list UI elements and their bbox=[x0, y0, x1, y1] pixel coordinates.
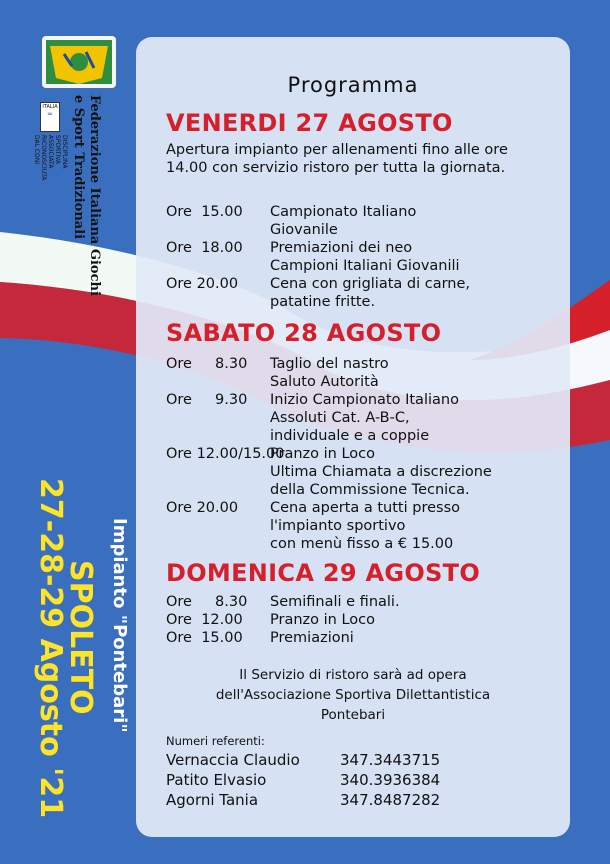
schedule-time: Ore 12.00 bbox=[166, 612, 243, 628]
referent-row bbox=[166, 750, 546, 770]
schedule-time: Ore 20.00 bbox=[166, 500, 239, 516]
schedule-row bbox=[166, 445, 546, 499]
referent-row bbox=[166, 790, 546, 810]
referent-name: Patito Elvasio bbox=[166, 771, 267, 789]
friday-schedule bbox=[166, 203, 546, 311]
schedule-desc: Cena aperta a tutti presso l'impianto sportivo con menù fisso a € 15.00 bbox=[270, 500, 461, 552]
schedule-row bbox=[166, 391, 546, 445]
schedule-time: Ore 8.30 bbox=[166, 594, 248, 610]
schedule-desc: Pranzo in Loco bbox=[270, 612, 375, 628]
program-title: Programma bbox=[287, 73, 419, 97]
schedule-row bbox=[166, 239, 546, 275]
venue-name: Impianto "Pontebari" bbox=[109, 518, 130, 733]
federation-recognition: DISCIPLINA SPORTIVA ASSOCIATA RICONOSCIUTA DAL CONI bbox=[33, 135, 68, 181]
federation-logo bbox=[42, 36, 116, 88]
city-name: SPOLETO bbox=[63, 560, 98, 715]
event-dates: 27-28-29 Agosto '21 bbox=[33, 478, 68, 819]
schedule-row bbox=[166, 593, 546, 611]
schedule-time: Ore 15.00 bbox=[166, 630, 243, 646]
federation-emblem-icon bbox=[42, 36, 116, 88]
schedule-desc: Inizio Campionato Italiano Assoluti Cat. A-B-C, individuale e a coppie bbox=[270, 392, 459, 444]
schedule-time: Ore 12.00/15.00 bbox=[166, 446, 285, 462]
schedule-desc: Taglio del nastro Saluto Autorità bbox=[270, 356, 389, 390]
sunday-schedule bbox=[166, 593, 546, 647]
referent-phone: 347.3443715 bbox=[340, 751, 441, 769]
coni-badge-label: ITALIA bbox=[42, 104, 58, 110]
schedule-row bbox=[166, 275, 546, 311]
schedule-time: Ore 15.00 bbox=[166, 204, 243, 220]
referent-phone: 340.3936384 bbox=[340, 771, 441, 789]
catering-note: Il Servizio di ristoro sarà ad opera dell'Associazione Sportiva Dilettantistica Pontebari bbox=[215, 667, 491, 723]
referents-list bbox=[166, 750, 546, 810]
federation-name-line2: e Sport Tradizionali bbox=[71, 95, 86, 240]
schedule-desc: Semifinali e finali. bbox=[270, 594, 400, 610]
schedule-row bbox=[166, 203, 546, 239]
schedule-row bbox=[166, 355, 546, 391]
referent-name: Agorni Tania bbox=[166, 791, 259, 809]
schedule-time: Ore 9.30 bbox=[166, 392, 248, 408]
day-title-friday: VENERDI 27 AGOSTO bbox=[166, 109, 453, 137]
schedule-desc: Cena con grigliata di carne, patatine fritte. bbox=[270, 276, 471, 310]
saturday-schedule bbox=[166, 355, 546, 553]
day-title-saturday: SABATO 28 AGOSTO bbox=[166, 319, 442, 347]
schedule-desc: Premiazioni bbox=[270, 630, 354, 646]
program-panel bbox=[136, 37, 570, 837]
schedule-row bbox=[166, 629, 546, 647]
schedule-time: Ore 8.30 bbox=[166, 356, 248, 372]
federation-text bbox=[33, 95, 124, 296]
referents-heading: Numeri referenti: bbox=[166, 734, 265, 748]
federation-name-line1: Federazione Italiana Giochi bbox=[87, 95, 102, 296]
schedule-desc: Pranzo in Loco Ultima Chiamata a discrezione della Commissione Tecnica. bbox=[270, 446, 492, 498]
schedule-time: Ore 18.00 bbox=[166, 240, 243, 256]
schedule-time: Ore 20.00 bbox=[166, 276, 239, 292]
schedule-row bbox=[166, 499, 546, 553]
friday-intro: Apertura impianto per allenamenti fino alle ore 14.00 con servizio ristoro per tutta la giornata. bbox=[166, 142, 508, 176]
referent-phone: 347.8487282 bbox=[340, 791, 441, 809]
schedule-desc: Campionato Italiano Giovanile bbox=[270, 204, 417, 238]
day-title-sunday: DOMENICA 29 AGOSTO bbox=[166, 559, 481, 587]
schedule-row bbox=[166, 611, 546, 629]
referent-row bbox=[166, 770, 546, 790]
schedule-desc: Premiazioni dei neo Campioni Italiani Giovanili bbox=[270, 240, 460, 274]
referent-name: Vernaccia Claudio bbox=[166, 751, 300, 769]
olympic-rings-icon: ∞ bbox=[47, 110, 53, 118]
